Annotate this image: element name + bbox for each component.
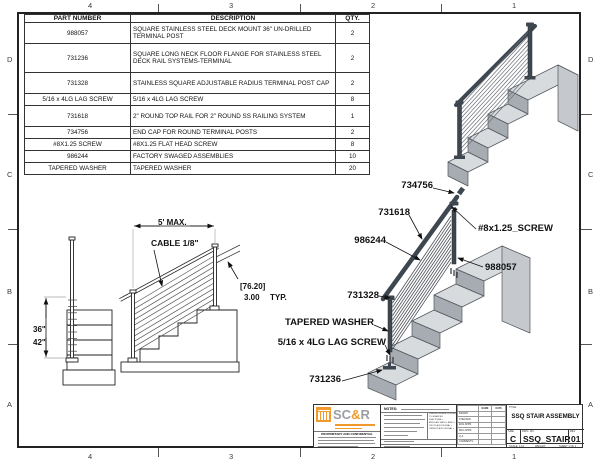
dim-spacing-typ: TYP.	[270, 293, 287, 302]
title-block-logo-cell	[314, 405, 381, 447]
proprietary-heading: PROPRIETARY AND CONFIDENTIAL	[321, 432, 373, 436]
parts-table-cell: 10	[336, 151, 370, 163]
dwg-no-label: DWG. NO.	[522, 430, 535, 433]
rev-label: REV	[570, 430, 576, 433]
grid-reference-label: 4	[88, 1, 93, 10]
approvals-row-label: DRAWN	[458, 411, 479, 417]
col-part-number: PART NUMBER	[25, 15, 131, 23]
drawing-number: SSQ_STAIR	[523, 434, 571, 444]
parts-table-cell: SQUARE LONG NECK FLOOR FLANGE FOR STAINLESS STEEL DECK RAIL SYSTEMS-TERMINAL	[131, 44, 336, 73]
parts-table-cell: 5/16 x 4LG LAG SCREW	[25, 94, 131, 106]
parts-table-row	[25, 73, 370, 94]
callout-tapered-washer: TAPERED WASHER	[284, 317, 374, 328]
parts-table-cell: 8	[336, 139, 370, 151]
notes-heading: NOTES:	[384, 406, 398, 411]
approvals-empty-cell	[478, 439, 492, 445]
parts-table-row	[25, 139, 370, 151]
parts-table-row	[25, 106, 370, 127]
approvals-row-label: Q.A.	[458, 433, 479, 439]
tolerance-line: ANGULAR: MACH ± BEND ±	[429, 422, 456, 425]
parts-table-cell: TAPERED WASHER	[25, 163, 131, 175]
illegible-text-line	[384, 423, 420, 424]
parts-table-cell: 2	[336, 73, 370, 94]
title-block-approvals-cell	[457, 405, 507, 447]
approvals-row-label: CHECKED	[458, 417, 479, 423]
parts-table-cell: 20	[336, 163, 370, 175]
grid-reference-label: 1	[512, 1, 517, 10]
company-name: SC&R	[333, 407, 370, 422]
cable-line	[134, 272, 215, 320]
callout-end-cap: 734756	[401, 180, 433, 191]
sheet-size: C	[510, 434, 517, 444]
dim-spacing-mm: [76.20]	[240, 282, 266, 291]
illegible-text-line	[384, 435, 408, 436]
illegible-text-line	[335, 424, 375, 426]
parts-table-cell: 731236	[25, 44, 131, 73]
weight-label: WEIGHT:	[535, 444, 546, 448]
approvals-grid	[457, 405, 506, 445]
grid-reference-label: D	[588, 55, 594, 64]
illegible-text-line	[384, 446, 410, 447]
grid-reference-label: 3	[229, 452, 234, 461]
illegible-text-line	[318, 437, 376, 438]
tolerance-block	[429, 413, 457, 432]
grid-reference-label: 2	[371, 452, 376, 461]
parts-table-cell: 2" ROUND TOP RAIL FOR 2" ROUND SS RAILING SYSTEM	[131, 106, 336, 127]
callout-floor-flange: 731236	[309, 374, 341, 385]
parts-table-row	[25, 94, 370, 106]
approvals-empty-cell	[492, 439, 506, 445]
grid-reference-label: 4	[88, 452, 93, 461]
illegible-text-line	[384, 427, 424, 428]
illegible-text-line	[384, 415, 422, 416]
parts-table-cell: 734756	[25, 127, 131, 139]
approvals-header-cell: NAME	[478, 406, 492, 412]
dim-42in: 42"	[33, 338, 46, 347]
tolerance-line: TOLERANCES:	[429, 416, 444, 419]
parts-table-row	[25, 23, 370, 44]
dim-36in: 36"	[33, 325, 46, 334]
cable-line	[134, 261, 215, 309]
revision: 01	[571, 434, 581, 444]
grid-reference-label: 1	[512, 452, 517, 461]
illegible-text-line	[335, 428, 362, 430]
grid-reference-label: D	[7, 55, 13, 64]
cable-line	[134, 256, 215, 304]
parts-table-cell: #8X1.25 FLAT HEAD SCREW	[131, 139, 336, 151]
grid-reference-label: B	[588, 287, 594, 296]
parts-table-cell: END CAP FOR ROUND TERMINAL POSTS	[131, 127, 336, 139]
parts-table-cell: 2	[336, 23, 370, 44]
parts-table-cell: SQUARE STAINLESS STEEL DECK MOUNT 36" UN-DRILLED TERMINAL POST	[131, 23, 336, 44]
approvals-row-label: MFG APPR.	[458, 428, 479, 434]
tolerance-line: DIMENSIONS ARE IN INCHES	[429, 413, 457, 415]
title-block	[313, 404, 583, 448]
illegible-text-line	[318, 446, 358, 447]
title-block-title-cell	[507, 405, 584, 447]
approvals-row-label: COMMENTS:	[458, 439, 479, 445]
parts-table-cell: 8	[336, 94, 370, 106]
size-label: SIZE	[508, 430, 514, 433]
callout-top-rail: 731618	[378, 207, 410, 218]
grid-reference-label: B	[7, 287, 13, 296]
parts-table-cell: FACTORY SWAGED ASSEMBLIES	[131, 151, 336, 163]
company-logo	[316, 407, 370, 422]
parts-table-row	[25, 127, 370, 139]
parts-table-row	[25, 151, 370, 163]
cable-line	[134, 283, 215, 331]
approvals-header-cell: DATE	[492, 406, 506, 412]
parts-table-cell: 1	[336, 106, 370, 127]
parts-table-cell: #8X1.25 SCREW	[25, 139, 131, 151]
sheet-label: SHEET 1 OF 1	[559, 444, 577, 448]
parts-table-header	[25, 15, 370, 23]
parts-table	[24, 14, 370, 175]
illegible-text-line	[384, 419, 425, 420]
parts-table-cell: 988057	[25, 23, 131, 44]
illegible-text-line	[401, 409, 449, 410]
title-block-notes-cell	[381, 405, 457, 447]
parts-table-cell: 2	[336, 127, 370, 139]
grid-reference-label: 3	[229, 1, 234, 10]
tolerance-line: FRACTIONAL ±	[429, 419, 444, 422]
col-qty: QTY.	[336, 15, 370, 23]
parts-table-row	[25, 163, 370, 175]
illegible-text-line	[384, 431, 417, 432]
cable-line	[134, 294, 215, 342]
cable-line	[134, 299, 215, 347]
front-elevation-view	[44, 237, 115, 385]
illegible-text-line	[318, 443, 375, 444]
grid-reference-label: C	[588, 170, 594, 179]
parts-table-cell: 986244	[25, 151, 131, 163]
illegible-text-line	[384, 441, 414, 442]
approvals-row-label: ENG APPR.	[458, 422, 479, 428]
grid-reference-label: 2	[371, 1, 376, 10]
grid-reference-label: C	[7, 170, 13, 179]
callout-swaged-assembly: 986244	[354, 235, 386, 246]
callout-post-cap: 731328	[347, 290, 379, 301]
illegible-text-line	[318, 440, 374, 441]
tolerance-line: TWO PLACE DECIMAL ±	[429, 425, 452, 428]
grid-reference-label: A	[7, 400, 13, 409]
dim-5ft-max: 5' MAX.	[158, 218, 187, 227]
parts-table-row	[25, 44, 370, 73]
cable-line	[134, 305, 215, 353]
col-description: DESCRIPTION	[131, 15, 336, 23]
parts-table-cell: 2	[336, 44, 370, 73]
callout-deck-post: 988057	[485, 262, 517, 273]
railing-logo-icon	[316, 407, 331, 422]
parts-table-cell: 731618	[25, 106, 131, 127]
cable-line	[134, 267, 215, 315]
parts-table-cell: 731328	[25, 73, 131, 94]
parts-table-cell: 5/16 x 4LG LAG SCREW	[131, 94, 336, 106]
cable-line	[393, 216, 452, 303]
parts-table-cell: TAPERED WASHER	[131, 163, 336, 175]
callout-lag-screw: 5/16 x 4LG LAG SCREW	[277, 337, 386, 348]
callout-screw: #8x1.25_SCREW	[478, 223, 553, 234]
title-label: TITLE:	[509, 406, 517, 409]
parts-table-cell: STAINLESS SQUARE ADJUSTABLE RADIUS TERMINAL POST CAP	[131, 73, 336, 94]
grid-reference-label: A	[588, 400, 594, 409]
dim-cable: CABLE 1/8"	[151, 238, 199, 248]
scale-label: SCALE: 1:12	[509, 444, 524, 448]
tolerance-line: THREE PLACE DECIMAL ±	[429, 428, 454, 431]
cable-line	[134, 288, 215, 336]
drawing-title: SSQ STAIR ASSEMBLY	[511, 413, 580, 420]
dim-spacing-in: 3.00	[244, 293, 260, 302]
